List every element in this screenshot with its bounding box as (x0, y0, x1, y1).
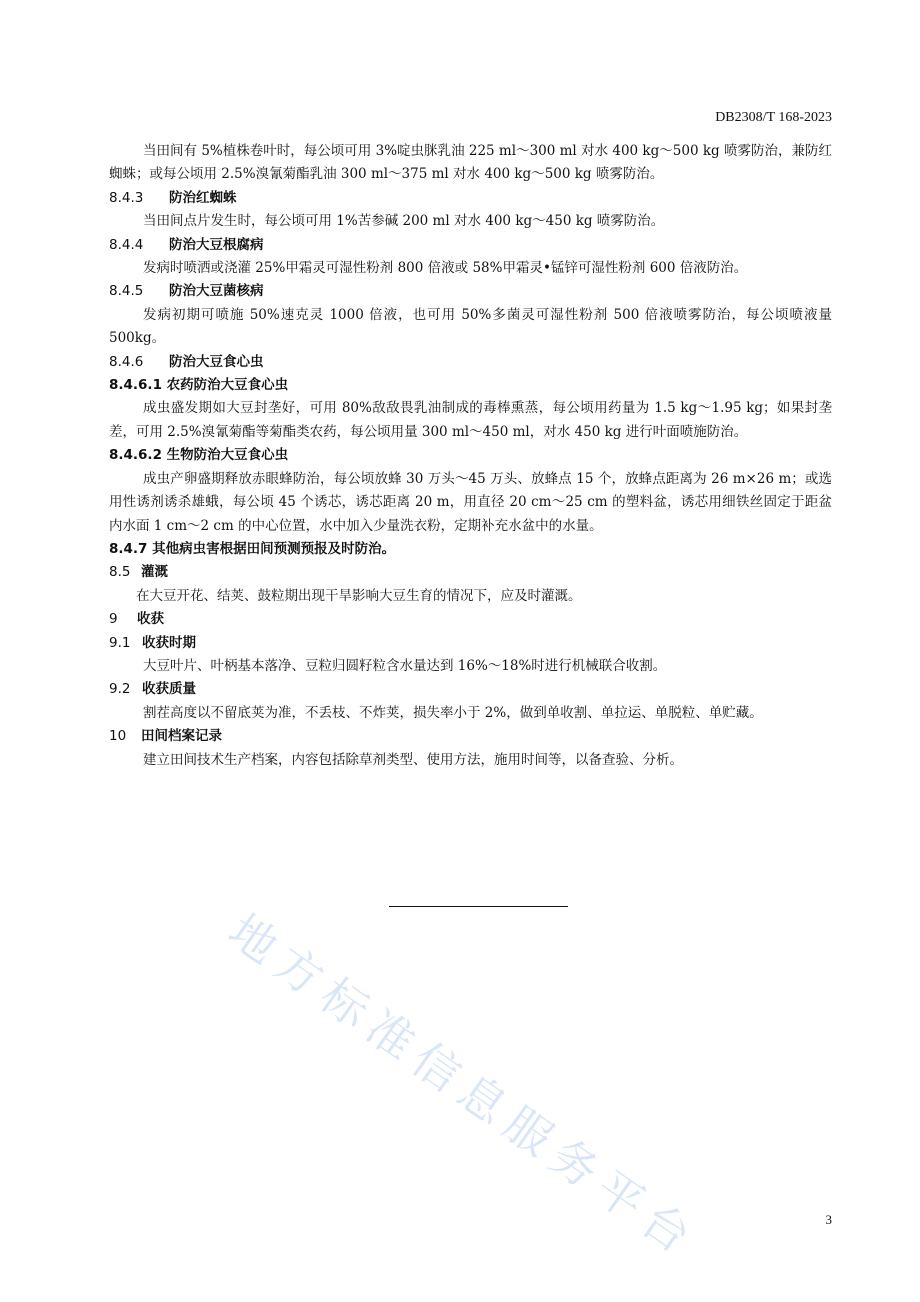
heading-number: 8.4.6.1 (109, 377, 162, 394)
paragraph-8-4-6-2: 成虫产卵盛期释放赤眼蜂防治，每公顷放蜂 30 万头～45 万头、放蜂点 15 个，放蜂点距离为 26 m×26 m；或选用性诱剂诱杀雄蛾，每公顷 45 个诱芯，诱芯距离 20 m，用直径 20 cm～25 cm 的塑料盆，诱芯用细铁丝固定于距盆内水面 1 cm～2 cm 的中心位置，水中加入少量洗衣粉，定期补充水盆中的水量。 (109, 470, 832, 534)
page-number: 3 (825, 1212, 832, 1227)
heading-8-4-3 (109, 187, 832, 210)
paragraph-8-4-3: 当田间点片发生时，每公顷可用 1%苦参碱 200 ml 对水 400 kg～450 kg 喷雾防治。 (143, 213, 665, 230)
heading-10 (109, 725, 832, 748)
document-body (109, 140, 832, 772)
paragraph-9-2: 割茬高度以不留底荚为准，不丢枝、不炸荚，损失率小于 2%，做到单收割、单拉运、单脱粒、单贮藏。 (143, 704, 763, 721)
heading-number: 8.4.5 (109, 283, 144, 300)
heading-number: 8.4.4 (109, 236, 144, 253)
paragraph-9-1: 大豆叶片、叶柄基本落净、豆粒归圆籽粒含水量达到 16%～18%时进行机械联合收割。 (143, 657, 667, 674)
heading-number: 9.2 (109, 681, 131, 698)
heading-title: 收获 (137, 611, 164, 628)
heading-8-4-4 (109, 234, 832, 257)
heading-number: 9.1 (109, 634, 131, 651)
paragraph-8-4-4: 发病时喷洒或浇灌 25%甲霜灵可湿性粉剂 800 倍液或 58%甲霜灵•锰锌可湿性粉剂 600 倍液防治。 (143, 260, 748, 277)
heading-9-1 (109, 632, 832, 655)
paragraph-aphid-control: 当田间有 5%植株卷叶时，每公顷可用 3%啶虫脒乳油 225 ml～300 ml 对水 400 kg～500 kg 喷雾防治，兼防红蜘蛛；或每公顷用 2.5%溴氰菊酯乳油 300 ml～375 ml 对水 400 kg～500 kg 喷雾防治。 (109, 143, 832, 183)
heading-8-4-6-1 (109, 374, 832, 397)
heading-title: 田间档案记录 (141, 728, 222, 745)
heading-title: 灌溉 (141, 564, 168, 581)
heading-title: 收获时期 (142, 634, 196, 651)
heading-title: 防治大豆食心虫 (169, 353, 264, 370)
watermark-text: 地方标准信息服务平台 (218, 903, 709, 1269)
heading-number: 10 (109, 728, 127, 745)
paragraph-8-4-6-1: 成虫盛发期如大豆封垄好，可用 80%敌敌畏乳油制成的毒棒熏蒸，每公顷用药量为 1.5 kg～1.95 kg；如果封垄差，可用 2.5%溴氰菊酯等菊酯类农药，每公顷用量 300 ml～450 ml，对水 450 kg 进行叶面喷施防治。 (109, 400, 832, 440)
heading-number: 8.5 (109, 564, 131, 581)
heading-title: 防治大豆菌核病 (169, 283, 264, 300)
end-rule-divider (389, 906, 568, 907)
heading-8-4-5 (109, 280, 832, 303)
heading-8-4-7 (109, 538, 832, 561)
heading-number: 9 (109, 611, 118, 628)
heading-8-5 (109, 561, 832, 584)
heading-title: 其他病虫害根据田间预测预报及时防治。 (152, 540, 396, 557)
heading-title: 防治红蜘蛛 (169, 189, 237, 206)
heading-title: 防治大豆根腐病 (169, 236, 264, 253)
heading-number: 8.4.6.2 (109, 447, 162, 464)
document-header-id: DB2308/T 168-2023 (715, 110, 832, 125)
heading-8-4-6-2 (109, 444, 832, 467)
heading-number: 8.4.6 (109, 353, 144, 370)
heading-title: 农药防治大豆食心虫 (166, 377, 289, 394)
heading-8-4-6 (109, 351, 832, 374)
paragraph-8-5: 在大豆开花、结荚、鼓粒期出现干旱影响大豆生育的情况下，应及时灌溉。 (136, 587, 582, 604)
heading-title: 生物防治大豆食心虫 (166, 447, 289, 464)
heading-9 (109, 608, 832, 631)
paragraph-10: 建立田间技术生产档案，内容包括除草剂类型、使用方法，施用时间等，以备查验、分析。 (143, 751, 683, 768)
heading-9-2 (109, 678, 832, 701)
heading-number: 8.4.7 (109, 540, 148, 557)
paragraph-8-4-5: 发病初期可喷施 50%速克灵 1000 倍液，也可用 50%多菌灵可湿性粉剂 500 倍液喷雾防治，每公顷喷液量 500kg。 (109, 306, 832, 347)
heading-number: 8.4.3 (109, 189, 144, 206)
heading-title: 收获质量 (142, 681, 196, 698)
